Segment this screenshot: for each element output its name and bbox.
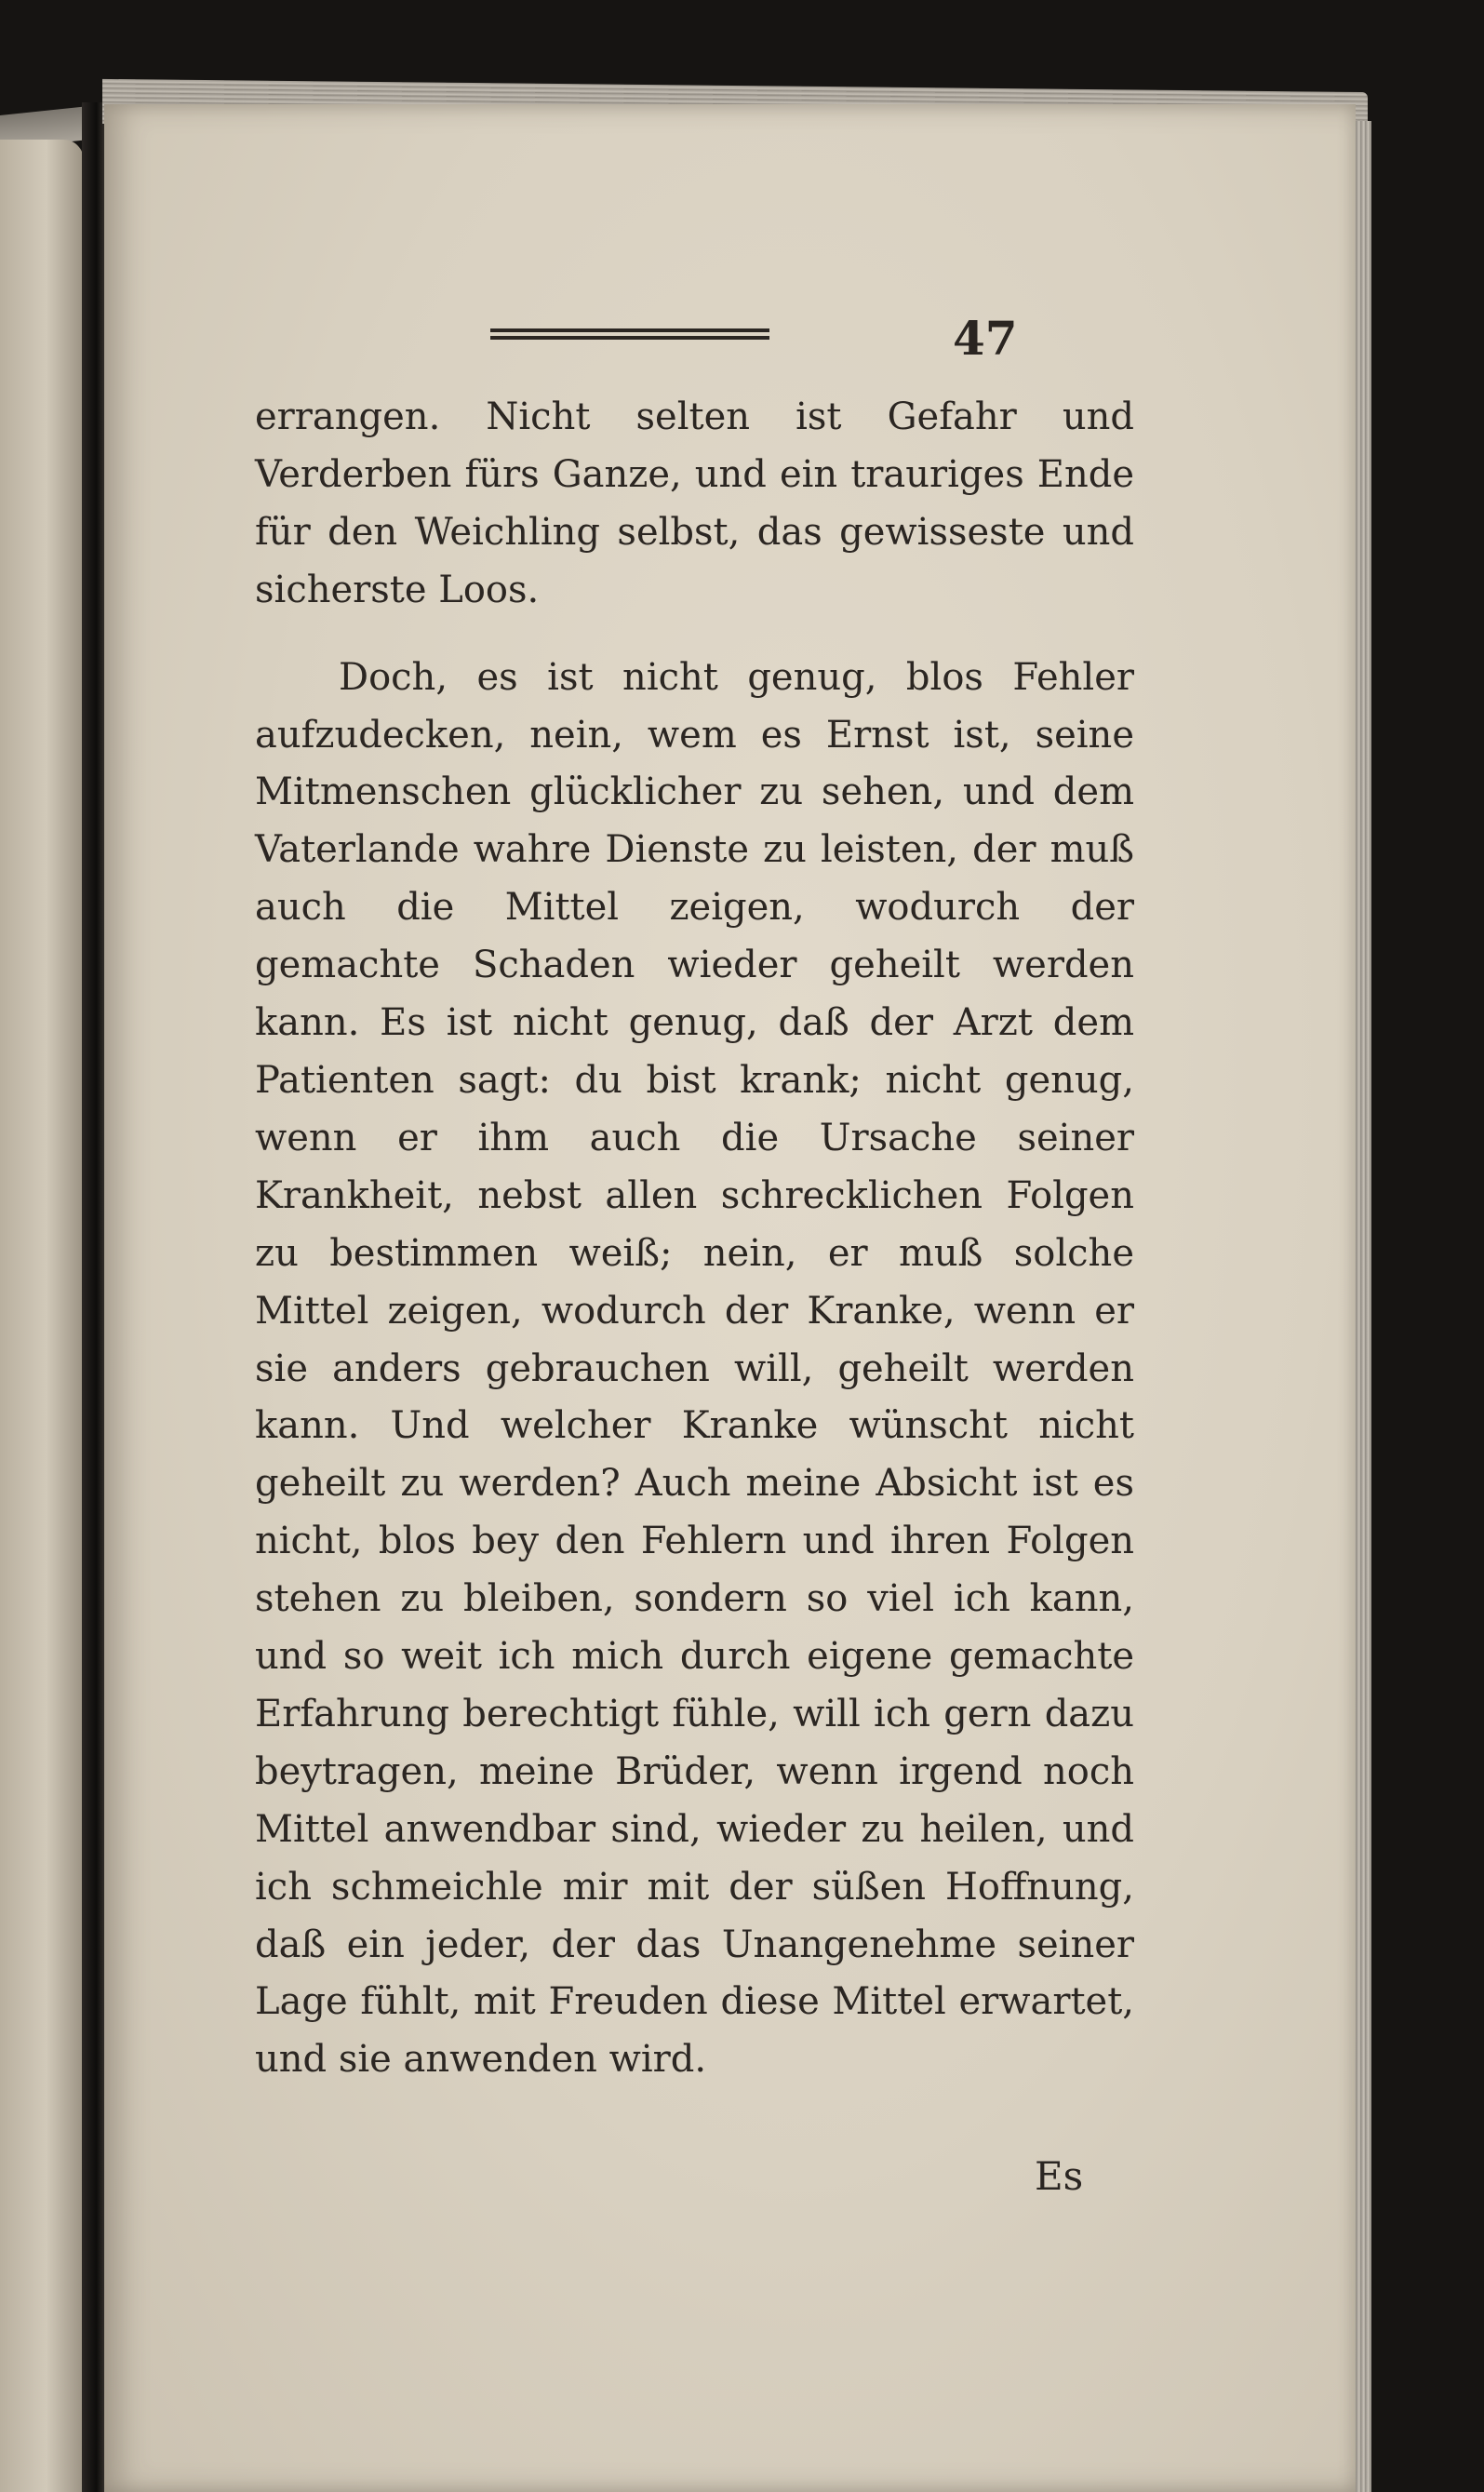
header-rule-top <box>490 328 769 332</box>
page-number: 47 <box>953 311 1018 366</box>
header-rule-bottom <box>490 336 769 340</box>
body-text <box>255 389 1134 2089</box>
catchword: Es <box>1035 2153 1084 2199</box>
book-page <box>104 104 1356 2492</box>
paragraph-1: errangen. Nicht selten ist Gefahr und Verderben fürs Ganze, und ein trauriges Ende für den Weichling selbst, das gewisseste und sicherste Loos. <box>255 395 1134 611</box>
left-page-fragment <box>0 140 84 2492</box>
book-gutter <box>82 102 106 2492</box>
paragraph-2: Doch, es ist nicht genug, blos Fehler aufzudecken, nein, wem es Ernst ist, seine Mitmenschen glücklicher zu sehen, und dem Vaterlande wahre Dienste zu leisten, der muß auch die Mittel zeigen, wodurch der gemachte Schaden wieder geheilt werden kann. Es ist nicht genug, daß der Arzt dem Patienten sagt: du bist krank; nicht genug, wenn er ihm auch die Ursache seiner Krankheit, nebst allen schrecklichen Folgen zu bestimmen weiß; nein, er muß solche Mittel zeigen, wodurch der Kranke, wenn er sie anders gebrauchen will, geheilt werden kann. Und welcher Kranke wünscht nicht geheilt zu werden? Auch meine Absicht ist es nicht, blos bey den Fehlern und ihren Folgen stehen zu bleiben, sondern so viel ich kann, und so weit ich mich durch eigene gemachte Erfahrung berechtigt fühle, will ich gern dazu beytragen, meine Brüder, wenn irgend noch Mittel anwendbar sind, wieder zu heilen, und ich schmeichle mir mit der süßen Hoffnung, daß ein jeder, der das Unangenehme seiner Lage fühlt, mit Freuden diese Mittel erwartet, und sie anwenden wird. <box>255 655 1134 2082</box>
